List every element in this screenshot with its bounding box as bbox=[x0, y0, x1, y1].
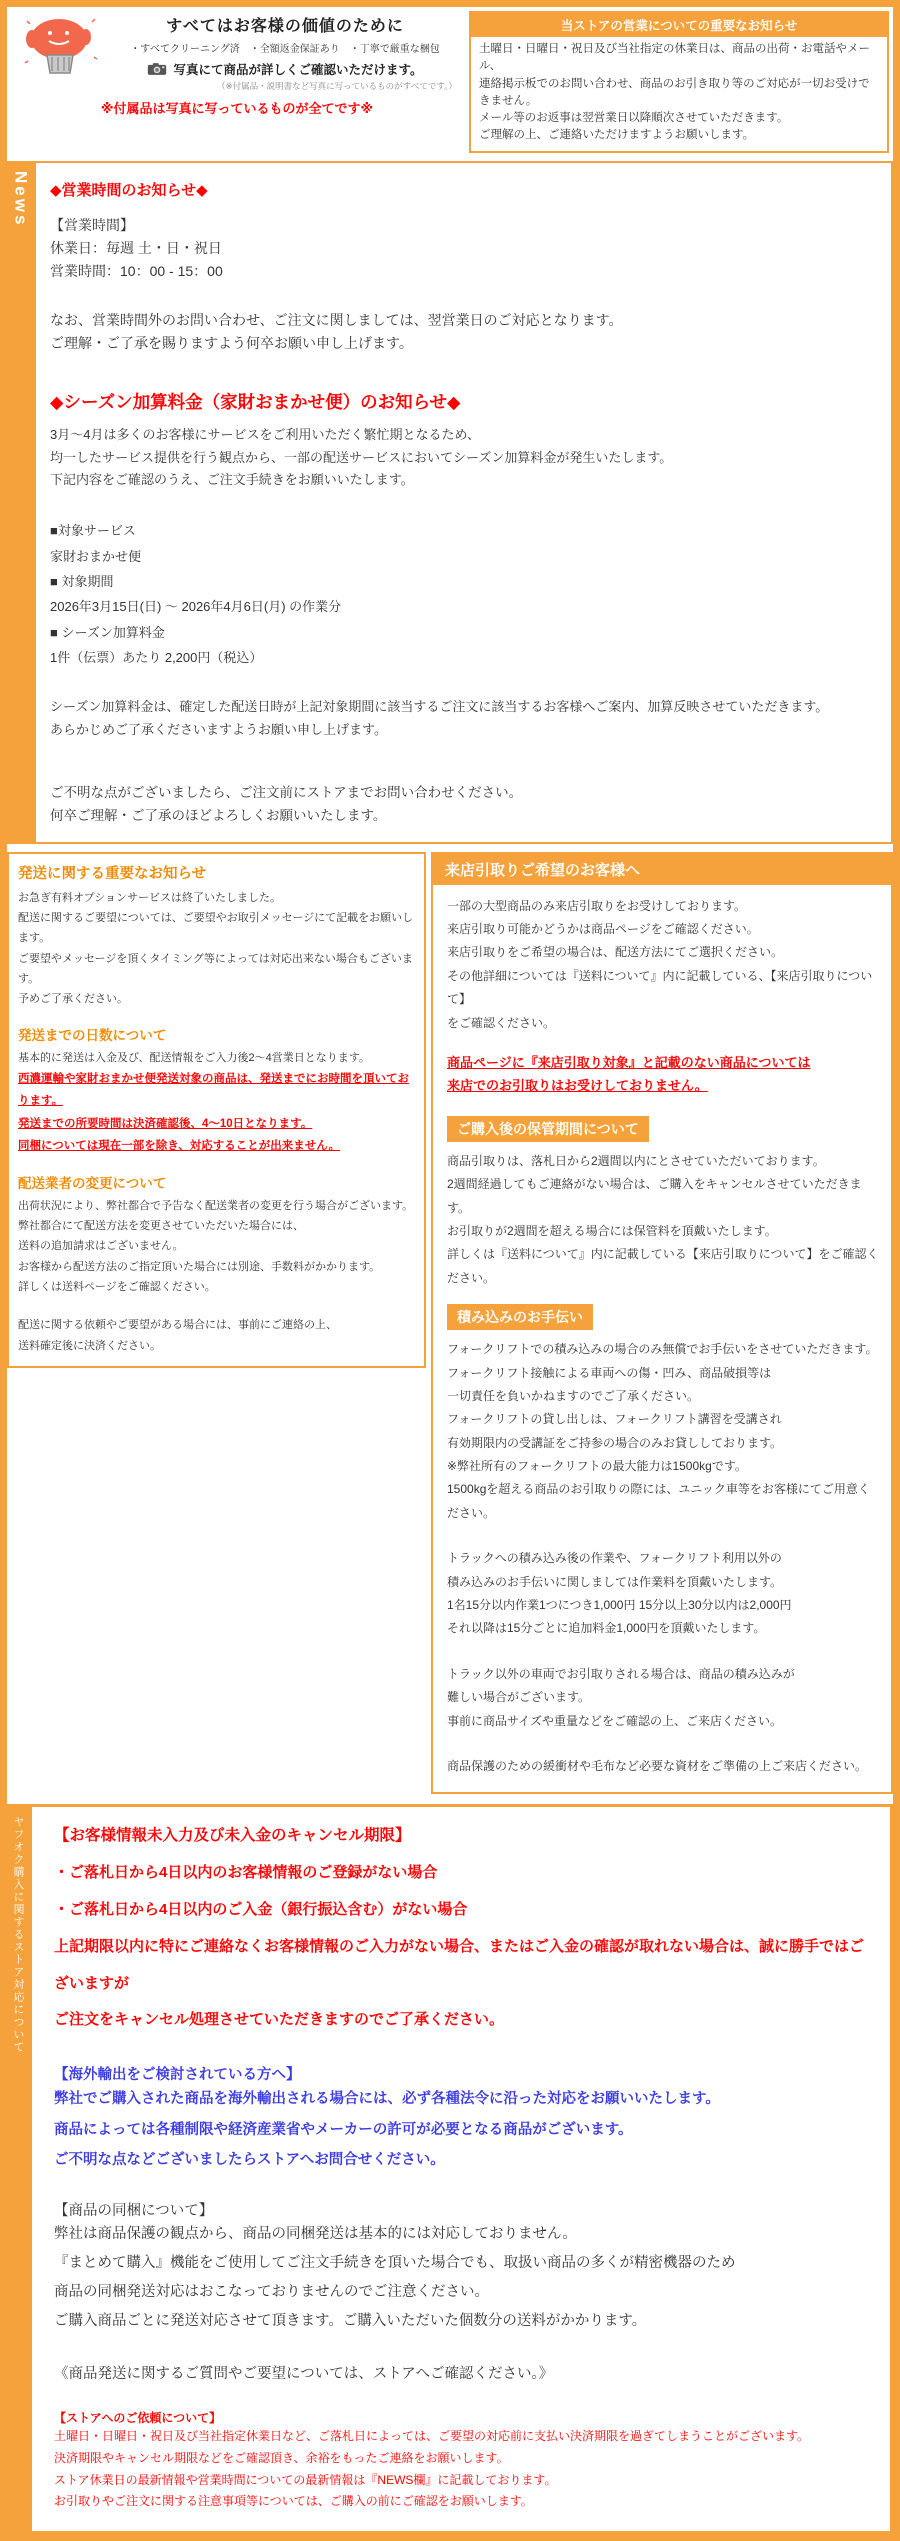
text-line: ・ご落札日から4日以内のご入金（銀行振込含む）がない場合 bbox=[54, 1901, 468, 1919]
text-line: 配送に関するご要望については、ご要望やお取引メッセージにて記載をお願いします。 bbox=[18, 912, 414, 945]
header-brand-row bbox=[11, 11, 463, 92]
store-hours-notice-body bbox=[471, 37, 887, 151]
text-line: 2026年3月15日(日) ～ 2026年4月6日(月) の作業分 bbox=[50, 599, 342, 615]
news-section bbox=[7, 161, 893, 844]
news-closing-note bbox=[50, 782, 875, 828]
text-line: 送料の追加請求はございません。 bbox=[18, 1240, 184, 1253]
text-line: 『まとめて購入』機能をご使用してご注文手続きを頂いた場合でも、取扱い商品の多くが精密機器のため bbox=[54, 2255, 736, 2272]
text-line: 来店引取り可能かどうかは商品ページをご確認ください。 bbox=[447, 922, 759, 937]
storage-period-badge: ご購入後の保管期間について bbox=[447, 1116, 649, 1142]
pickup-body bbox=[433, 885, 891, 1793]
text-line: 送料確定後に決済ください。 bbox=[18, 1339, 161, 1352]
export-title: 【海外輸出をご検討されている方へ】 bbox=[54, 2067, 301, 2084]
text-line: 積み込みのお手伝いに関しましては作業料を頂戴いたします。 bbox=[447, 1574, 783, 1589]
text-line: 有効期限内の受講証をご持参の場合のみお貸ししております。 bbox=[447, 1435, 783, 1450]
text-line: 一切責任を負いかねますのでご了承ください。 bbox=[447, 1388, 700, 1403]
text-line: 来店引取りをご希望の場合は、配送方法にてご選択ください。 bbox=[447, 945, 784, 960]
text-line: ■対象サービス bbox=[50, 523, 136, 539]
tagline-title: すべてはお客様の価値のために bbox=[166, 18, 404, 35]
text-line: 【営業時間】 bbox=[50, 216, 134, 233]
vehicle-note-lines bbox=[447, 1663, 879, 1733]
business-hours-heading: ◆営業時間のお知らせ◆ bbox=[50, 181, 208, 199]
text-line: 何卒ご理解・ご了承のほどよろしくお願いいたします。 bbox=[50, 807, 387, 823]
text-line: ご不明な点がございましたら、ご注文前にストアまでお問い合わせください。 bbox=[50, 784, 523, 800]
text-line: をご確認ください。 bbox=[447, 1015, 556, 1030]
storage-period-lines bbox=[447, 1150, 879, 1290]
text-line: フォークリフトでの積み込みの場合のみ無償でお手伝いをさせていただきます。 bbox=[447, 1342, 878, 1357]
text-line: 発送までの所要時間は決済確認後、4～10日となります。 bbox=[18, 1117, 313, 1130]
business-hours-note bbox=[50, 309, 875, 355]
text-line: 出荷状況により、弊社都合で予告なく配送業者の変更を行う場合がございます。 bbox=[18, 1199, 414, 1212]
text-line: トラックへの積み込み後の作業や、フォークリフト利用以外の bbox=[447, 1551, 782, 1566]
tagline-features: ・すべてクリーニング済 ・全額返金保証あり ・丁寧で厳重な梱包 bbox=[130, 44, 440, 55]
carrier-change-title: 配送業者の変更について bbox=[18, 1175, 167, 1191]
header bbox=[7, 7, 893, 155]
text-line: お客様から配送方法のご指定頂いた場合には別途、手数料がかかります。 bbox=[18, 1260, 381, 1273]
shipping-intro bbox=[18, 888, 415, 1010]
export-lines bbox=[54, 2084, 870, 2175]
text-line: フォークリフトの貸し出しは、フォークリフト講習を受講され bbox=[447, 1412, 782, 1427]
text-line: 土曜日・日曜日・祝日及び当社指定の休業日は、商品の出荷・お電話やメール、 bbox=[479, 43, 870, 73]
text-line: それ以降は15分ごとに追加料金1,000円を頂戴いたします。 bbox=[447, 1621, 766, 1636]
text-line: 商品によっては各種制限や経済産業省やメーカーの許可が必要となる商品がございます。 bbox=[54, 2121, 633, 2138]
text-line: 商品の同梱発送対応はおこなっておりませんのでご注意ください。 bbox=[54, 2284, 489, 2301]
text-line: 1件（伝票）あたり 2,200円（税込） bbox=[50, 649, 263, 665]
text-line: 家財おまかせ便 bbox=[50, 548, 142, 564]
text-line: その他詳細については『送料について』内に記載している、【来店引取りについて】 bbox=[447, 968, 873, 1007]
store-mascot-logo bbox=[19, 13, 103, 77]
text-line: メール等のお返事は翌営業日以降順次させていただきます。 bbox=[479, 112, 789, 124]
text-line: 決済期限やキャンセル期限などをご確認頂き、余裕をもったご連絡をお願いします。 bbox=[54, 2451, 509, 2466]
loading-help-badge: 積み込みのお手伝い bbox=[447, 1304, 593, 1330]
text-line: 営業時間：10：00 - 15：00 bbox=[50, 262, 223, 279]
shipping-notice-box bbox=[7, 852, 426, 1369]
news-content-box bbox=[34, 161, 893, 844]
text-line: なお、営業時間外のお問い合わせ、ご注文に関しましては、翌営業日のご対応となります。 bbox=[50, 311, 623, 328]
accessories-note: ※付属品は写真に写っているものが全てです※ bbox=[100, 101, 374, 116]
text-line: 弊社は商品保護の観点から、商品の同梱発送は基本的には対応しておりません。 bbox=[54, 2226, 577, 2243]
text-line: 詳しくは『送料について』内に記載している【来店引取りについて】をご確認ください。 bbox=[447, 1247, 879, 1285]
text-line: 1名15分以内作業1つにつき1,000円 15分以上30分以内は2,000円 bbox=[447, 1598, 792, 1613]
text-line: 弊社でご購入された商品を海外輸出される場合には、必ず各種法令に沿った対応をお願いいたします。 bbox=[54, 2091, 720, 2108]
carrier-change-note bbox=[18, 1315, 415, 1356]
text-line: シーズン加算料金は、確定した配送日時が上記対象期間に該当するご注文に該当するお客様へご案内、加算反映させていただきます。 bbox=[50, 699, 829, 715]
text-line: ご注文をキャンセル処理させていただきますのでご了承ください。 bbox=[54, 2011, 505, 2029]
news-sidebar-strip bbox=[7, 161, 34, 844]
business-hours-lines bbox=[50, 214, 875, 283]
text-line: ストア休業日の最新情報や営業時間についての最新情報は『NEWS欄』に記載しております。 bbox=[54, 2472, 557, 2487]
text-line: 2週間経過してもご連絡がない場合は、ご購入をキャンセルさせていただきます。 bbox=[447, 1177, 862, 1215]
store-request-lines bbox=[54, 2426, 870, 2512]
shipping-days-warnings bbox=[18, 1068, 415, 1158]
text-line: 上記期限以内に特にご連絡なくお客様情報のご入力がない場合、またはご入金の確認が取れない場合は、誠に勝手ではございますが bbox=[54, 1937, 865, 1992]
policy-content-box bbox=[29, 1804, 893, 2533]
text-line: ■ 対象期間 bbox=[50, 573, 114, 589]
text-line: ■ シーズン加算料金 bbox=[50, 624, 165, 640]
pickup-box bbox=[431, 852, 893, 1795]
shipping-days-title: 発送までの日数について bbox=[18, 1027, 167, 1043]
bundle-title: 【商品の同梱について】 bbox=[54, 2203, 214, 2220]
header-left bbox=[11, 11, 463, 117]
bundle-lines bbox=[54, 2220, 870, 2336]
text-line: 事前に商品サイズや重量などをご確認の上、ご来店ください。 bbox=[447, 1713, 783, 1728]
season-fee-note bbox=[50, 696, 875, 742]
text-line: 1500kgを超える商品のお引取りの際には、ユニック車等をお客様にてご用意ください。 bbox=[447, 1482, 870, 1520]
shipping-days-line: 基本的に発送は入金及び、配送情報をご入力後2～4営業日となります。 bbox=[18, 1051, 370, 1064]
text-line: ご理解・ご了承を賜りますよう何卒お願い申し上げます。 bbox=[50, 334, 413, 351]
text-line: ご不明な点などございましたらストアへお問合せください。 bbox=[54, 2152, 445, 2168]
header-tagline bbox=[107, 11, 463, 92]
policy-vertical-label: ヤフオク購入に関するストア対応について bbox=[12, 1816, 24, 2054]
text-line: 配送に関する依頼やご要望がある場合には、事前にご連絡の上、 bbox=[18, 1319, 337, 1332]
text-line: 詳しくは送料ページをご確認ください。 bbox=[18, 1281, 216, 1294]
text-line: 来店でのお引取りはお受けしておりません。 bbox=[447, 1078, 708, 1094]
text-line: 均一したサービス提供を行う観点から、一部の配送サービスにおいてシーズン加算料金が発生いたします。 bbox=[50, 449, 673, 465]
text-line: あらかじめご了承くださいますようお願い申し上げます。 bbox=[50, 722, 387, 738]
store-request-title: 【ストアへのご依頼について】 bbox=[54, 2411, 222, 2426]
text-line: ご要望やメッセージを頂くタイミング等によっては対応出来ない場合もございます。 bbox=[18, 952, 413, 986]
season-fee-heading: ◆シーズン加算料金（家財おまかせ便）のお知らせ◆ bbox=[50, 391, 461, 412]
text-line: 同梱については現在一部を除き、対応することが出来ません。 bbox=[18, 1140, 340, 1153]
news-vertical-label: News bbox=[11, 170, 31, 227]
season-fee-details bbox=[50, 518, 875, 670]
camera-icon bbox=[147, 62, 167, 76]
pickup-title-bar: 来店引取りご希望のお客様へ bbox=[433, 854, 891, 885]
pickup-warning bbox=[447, 1051, 879, 1098]
text-line: 弊社都合にて配送方法を変更させていただいた場合には、 bbox=[18, 1220, 304, 1233]
photo-subnote: （※付属品・説明書など写真に写っているものがすべてです。） bbox=[216, 81, 457, 91]
text-line: ・ご落札日から4日以内のお客様情報のご登録がない場合 bbox=[54, 1864, 438, 1882]
text-line: 休業日：毎週 土・日・祝日 bbox=[50, 239, 222, 256]
text-line: 難しい場合がございます。 bbox=[447, 1690, 591, 1705]
text-line: トラック以外の車両でお引取りされる場合は、商品の積み込みが bbox=[447, 1666, 795, 1681]
photo-note-row bbox=[107, 60, 463, 78]
shipping-question-note: 《商品発送に関するご質問やご要望については、ストアへご確認ください。》 bbox=[54, 2366, 554, 2383]
store-hours-notice-box bbox=[469, 11, 889, 153]
loading-help-lines bbox=[447, 1338, 879, 1525]
cancel-deadline-title: 【お客様情報未入力及び未入金のキャンセル期限】 bbox=[54, 1827, 411, 1845]
season-fee-intro bbox=[50, 424, 875, 492]
store-hours-notice-title: 当ストアの営業についての重要なお知らせ bbox=[471, 13, 887, 37]
cancel-deadline-lines bbox=[54, 1855, 870, 2039]
text-line: 西濃運輸や家財おまかせ便発送対象の商品は、発送までにお時間を頂いております。 bbox=[18, 1073, 409, 1108]
photo-note-text: 写真にて商品が詳しくご確認いただけます。 bbox=[173, 63, 423, 77]
text-line: 予めご了承ください。 bbox=[18, 993, 128, 1006]
text-line: 土曜日・日曜日・祝日及び当社指定休業日など、ご落札日によっては、ご要望の対応前に支払い決済期限を過ぎてしまうことがございます。 bbox=[54, 2429, 810, 2444]
shipping-notice-title: 発送に関する重要なお知らせ bbox=[18, 865, 207, 882]
text-line: 商品ページに『来店引取り対象』と記載のない商品については bbox=[447, 1055, 811, 1070]
carrier-change-lines bbox=[18, 1196, 415, 1298]
store-policy-section bbox=[7, 1804, 893, 2533]
text-line: お引取りやご注文に関する注意事項等については、ご購入の前にご確認をお願いします。 bbox=[54, 2494, 533, 2509]
materials-note: 商品保護のための緩衝材や毛布など必要な資材をご準備の上ご来店ください。 bbox=[447, 1758, 868, 1773]
text-line: 一部の大型商品のみ来店引取りをお受けしております。 bbox=[447, 898, 747, 913]
pickup-intro bbox=[447, 895, 879, 1035]
info-columns bbox=[7, 852, 893, 1795]
text-line: ご購入商品ごとに発送対応させて頂きます。ご購入いただいた個数分の送料がかかります。 bbox=[54, 2313, 647, 2330]
text-line: ご理解の上、ご連絡いただけますようお願いします。 bbox=[479, 129, 755, 142]
text-line: 連絡掲示板でのお問い合わせ、商品のお引き取り等のご対応が一切お受けできません。 bbox=[479, 77, 870, 107]
text-line: 下記内容をご確認のうえ、ご注文手続きをお願いいたします。 bbox=[50, 472, 414, 488]
text-line: 3月～4月は多くのお客様にサービスをご利用いただく繁忙期となるため、 bbox=[50, 426, 480, 442]
text-line: ※弊社所有のフォークリフトの最大能力は1500kgです。 bbox=[447, 1459, 747, 1474]
policy-sidebar-strip bbox=[7, 1804, 29, 2533]
text-line: お急ぎ有料オプションサービスは終了いたしました。 bbox=[18, 891, 282, 904]
text-line: フォークリフト接触による車両への傷・凹み、商品破損等は bbox=[447, 1365, 772, 1380]
loading-fee-lines bbox=[447, 1547, 879, 1641]
text-line: お引取りが2週間を超える場合には保管料を頂戴いたします。 bbox=[447, 1223, 777, 1238]
text-line: 商品引取りは、落札日から2週間以内にとさせていただいております。 bbox=[447, 1153, 825, 1168]
